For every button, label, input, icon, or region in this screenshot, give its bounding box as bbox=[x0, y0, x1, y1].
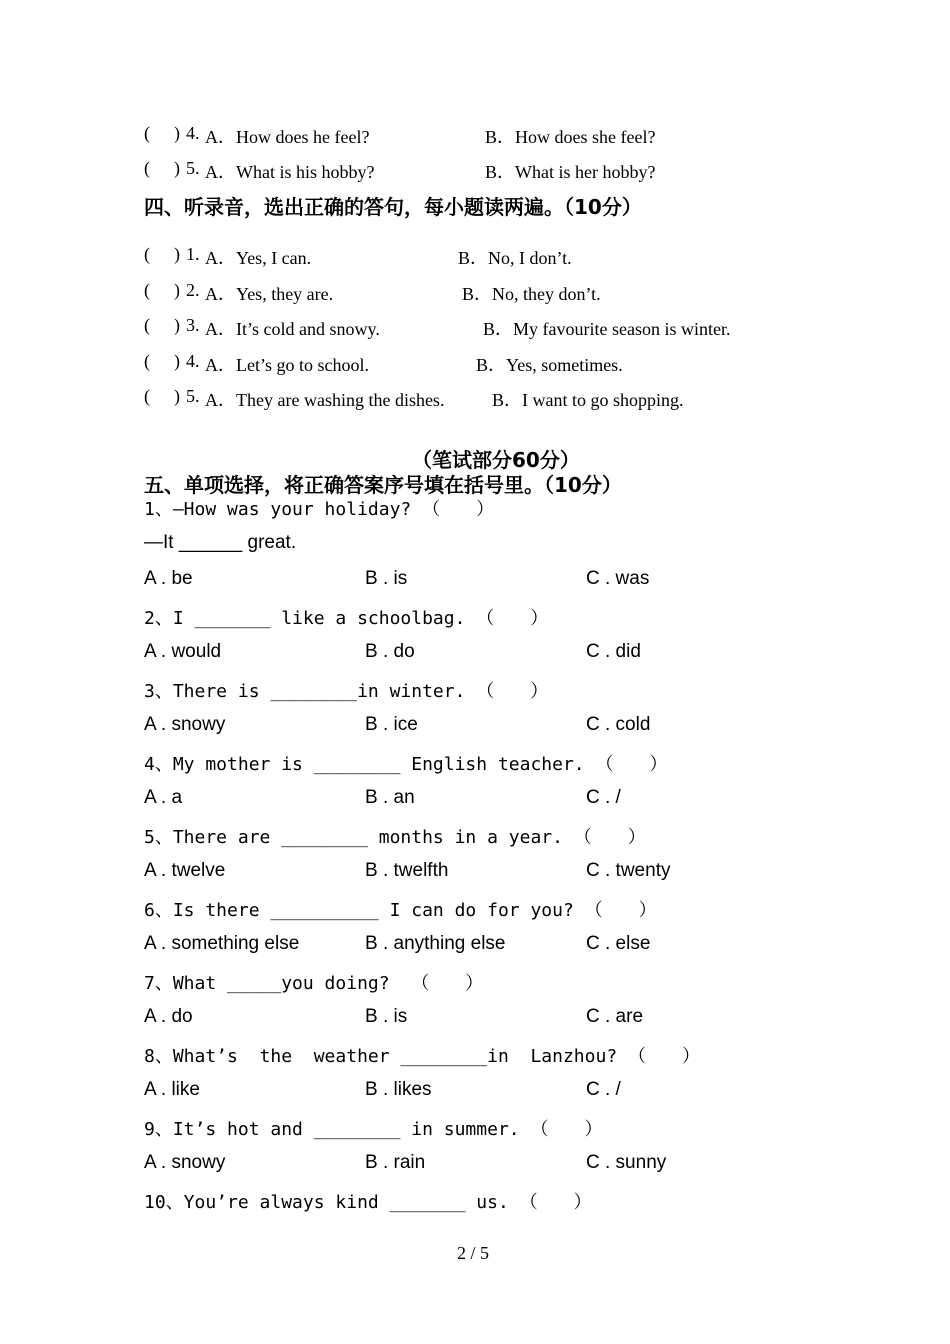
option-a: A．Yes, I can. bbox=[205, 248, 312, 268]
answer-bracket-close: ) bbox=[174, 386, 180, 406]
option-b: B . do bbox=[365, 641, 415, 662]
option-b: B．My favourite season is winter. bbox=[483, 319, 731, 339]
section-5-title: 五、单项选择，将正确答案序号填在括号里。（10分） bbox=[144, 473, 622, 497]
question-1: 1、—How was your holiday? （ ） bbox=[144, 499, 495, 520]
item-number: 5. bbox=[186, 386, 200, 406]
option-b: B . ice bbox=[365, 714, 418, 735]
option-c: C . else bbox=[586, 933, 651, 954]
option-b: B . likes bbox=[365, 1079, 432, 1100]
option-b: B . twelfth bbox=[365, 860, 449, 881]
option-c: C . was bbox=[586, 568, 650, 589]
option-b: B．Yes, sometimes. bbox=[476, 355, 623, 375]
answer-bracket-close: ) bbox=[174, 244, 180, 264]
option-a: A．They are washing the dishes. bbox=[205, 390, 445, 410]
option-b: B．What is her hobby? bbox=[485, 162, 656, 182]
answer-bracket-close: ) bbox=[174, 280, 180, 300]
option-a: A . something else bbox=[144, 933, 300, 954]
option-a: A．Yes, they are. bbox=[205, 284, 334, 304]
answer-bracket-close: ) bbox=[174, 315, 180, 335]
option-a: A．How does he feel? bbox=[205, 127, 370, 147]
answer-bracket-close: ) bbox=[174, 158, 180, 178]
option-b: B . is bbox=[365, 568, 408, 589]
option-c: C . / bbox=[586, 787, 621, 808]
option-b: B．How does she feel? bbox=[485, 127, 656, 147]
question-2: 2、I _______ like a schoolbag. （ ） bbox=[144, 608, 549, 629]
answer-bracket-open: ( bbox=[144, 315, 150, 335]
option-b: B . rain bbox=[365, 1152, 426, 1173]
option-b: B . an bbox=[365, 787, 415, 808]
written-part-heading: （笔试部分60分） bbox=[412, 448, 580, 472]
option-a: A．Let’s go to school. bbox=[205, 355, 369, 375]
option-a: A . would bbox=[144, 641, 222, 662]
answer-bracket-open: ( bbox=[144, 386, 150, 406]
option-a: A . snowy bbox=[144, 714, 226, 735]
option-a: A . like bbox=[144, 1079, 200, 1100]
option-c: C . are bbox=[586, 1006, 644, 1027]
item-number: 2. bbox=[186, 280, 200, 300]
option-a: A . twelve bbox=[144, 860, 226, 881]
option-a: A．It’s cold and snowy. bbox=[205, 319, 380, 339]
question-6: 6、Is there __________ I can do for you? （ ） bbox=[144, 900, 657, 921]
option-c: C . twenty bbox=[586, 860, 671, 881]
option-a: A . be bbox=[144, 568, 193, 589]
option-b: B . anything else bbox=[365, 933, 506, 954]
question-10: 10、You’re always kind _______ us. （ ） bbox=[144, 1192, 592, 1213]
item-number: 1. bbox=[186, 244, 200, 264]
answer-bracket-close: ) bbox=[174, 123, 180, 143]
option-b: B．No, I don’t. bbox=[458, 248, 572, 268]
option-b: B．I want to go shopping. bbox=[492, 390, 684, 410]
item-number: 4. bbox=[186, 123, 200, 143]
option-b: B．No, they don’t. bbox=[462, 284, 601, 304]
item-number: 3. bbox=[186, 315, 200, 335]
option-c: C . sunny bbox=[586, 1152, 667, 1173]
page-number: 2 / 5 bbox=[457, 1243, 490, 1263]
option-a: A．What is his hobby? bbox=[205, 162, 375, 182]
item-number: 4. bbox=[186, 351, 200, 371]
answer-bracket-open: ( bbox=[144, 280, 150, 300]
question-5: 5、There are ________ months in a year. （ ） bbox=[144, 827, 646, 848]
question-4: 4、My mother is ________ English teacher. （ ） bbox=[144, 754, 668, 775]
option-a: A . do bbox=[144, 1006, 193, 1027]
question-3: 3、There is ________in winter. （ ） bbox=[144, 681, 549, 702]
answer-bracket-open: ( bbox=[144, 158, 150, 178]
section-4-title: 四、听录音，选出正确的答句，每小题读两遍。（10分） bbox=[144, 195, 642, 219]
option-a: A . snowy bbox=[144, 1152, 226, 1173]
option-c: C . did bbox=[586, 641, 641, 662]
option-c: C . cold bbox=[586, 714, 651, 735]
question-1-line-2: —It ______ great. bbox=[144, 532, 297, 553]
item-number: 5. bbox=[186, 158, 200, 178]
question-9: 9、It’s hot and ________ in summer. （ ） bbox=[144, 1119, 603, 1140]
answer-bracket-open: ( bbox=[144, 351, 150, 371]
answer-bracket-open: ( bbox=[144, 244, 150, 264]
answer-bracket-open: ( bbox=[144, 123, 150, 143]
option-b: B . is bbox=[365, 1006, 408, 1027]
question-8: 8、What’s the weather ________in Lanzhou? （ ） bbox=[144, 1046, 700, 1067]
option-a: A . a bbox=[144, 787, 183, 808]
option-c: C . / bbox=[586, 1079, 621, 1100]
question-7: 7、What _____you doing? （ ） bbox=[144, 973, 484, 994]
answer-bracket-close: ) bbox=[174, 351, 180, 371]
